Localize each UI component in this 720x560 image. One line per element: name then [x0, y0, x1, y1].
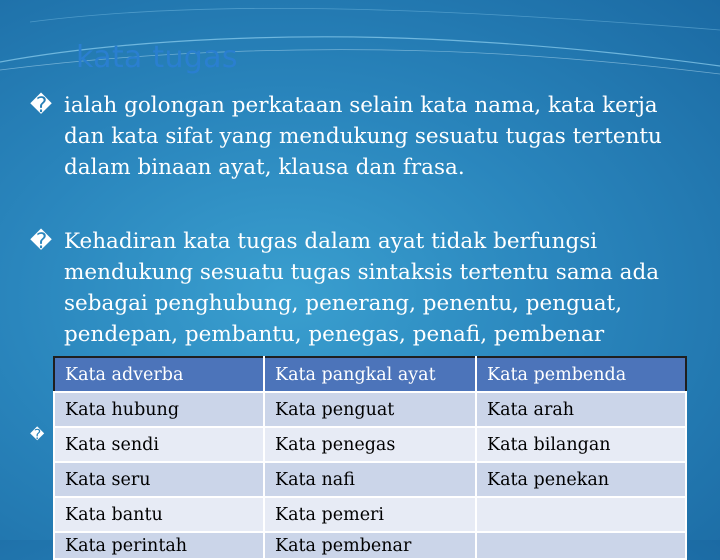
- table-cell: Kata bantu: [54, 497, 264, 532]
- table-cell: [476, 497, 686, 532]
- table-cell: [476, 532, 686, 559]
- bullet-line: mendukung sesuatu tugas sintaksis tertentu sama ada: [64, 260, 660, 285]
- bullet-line: ialah golongan perkataan selain kata nama, kata kerja: [64, 93, 658, 118]
- table-header-row: [54, 357, 686, 392]
- table-row: [54, 392, 686, 427]
- bullet-marker-icon: �: [30, 229, 53, 254]
- bullet-marker-icon: �: [30, 427, 45, 443]
- table-cell: Kata pembenar: [264, 532, 476, 559]
- bullet-line: pendepan, pembantu, penegas, penafi, pembenar: [64, 322, 605, 347]
- table-cell: Kata nafi: [264, 462, 476, 497]
- table-cell: Kata perintah: [54, 532, 264, 559]
- table-cell: Kata bilangan: [476, 427, 686, 462]
- table-cell: Kata penekan: [476, 462, 686, 497]
- slide-title: kata tugas: [76, 40, 238, 75]
- table-header-cell: Kata pangkal ayat: [264, 357, 476, 392]
- bullet-marker-icon: �: [30, 93, 53, 118]
- table-header-cell: Kata adverba: [54, 357, 264, 392]
- table-cell: Kata sendi: [54, 427, 264, 462]
- table-row: [54, 427, 686, 462]
- table-cell: Kata hubung: [54, 392, 264, 427]
- bullet-line: sebagai penghubung, penerang, penentu, penguat,: [64, 291, 623, 316]
- table-cell: Kata arah: [476, 392, 686, 427]
- table-row: [54, 462, 686, 497]
- bullet-line: dan kata sifat yang mendukung sesuatu tugas tertentu: [64, 124, 662, 149]
- table-header-cell: Kata pembenda: [476, 357, 686, 392]
- bullet-line: dalam binaan ayat, klausa dan frasa.: [64, 155, 465, 180]
- table-row: [54, 497, 686, 532]
- bullet-definition: [30, 90, 702, 183]
- table-cell: Kata pemeri: [264, 497, 476, 532]
- bullet-line: Kehadiran kata tugas dalam ayat tidak berfungsi: [64, 229, 598, 254]
- table-cell: Kata penegas: [264, 427, 476, 462]
- table-cell: Kata penguat: [264, 392, 476, 427]
- table-cell: Kata seru: [54, 462, 264, 497]
- kata-tugas-table: [53, 356, 687, 560]
- table-row: [54, 532, 686, 559]
- bullet-function: [30, 226, 702, 350]
